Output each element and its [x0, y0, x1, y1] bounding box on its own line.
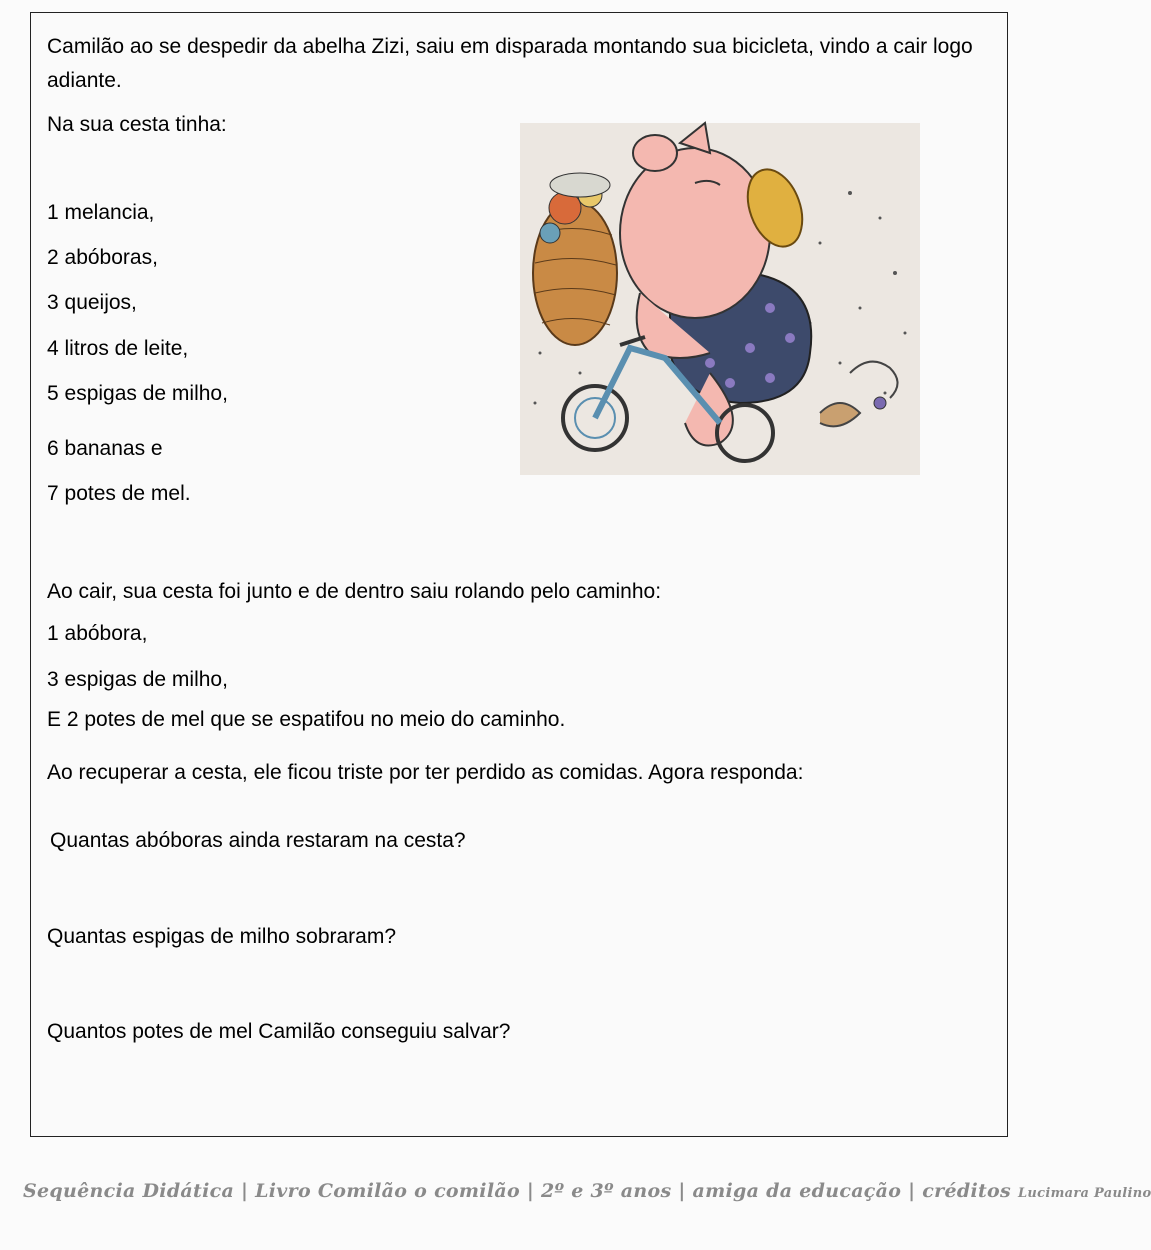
worksheet-frame: [30, 12, 1008, 1137]
intro-paragraph: Camilão ao se despedir da abelha Zizi, saiu em disparada montando sua bicicleta, vindo a cair logo adiante.: [47, 35, 973, 92]
basket-item: 3 queijos,: [47, 291, 137, 314]
basket-item: 7 potes de mel.: [47, 482, 191, 505]
instruction-text: Ao recuperar a cesta, ele ficou triste por ter perdido as comidas. Agora responda:: [47, 761, 804, 784]
footer-credit-name: Lucimara Paulino: [1017, 1186, 1151, 1201]
footer-text: Sequência Didática | Livro Comilão o comilão | 2º e 3º anos | amiga da educação | créditos: [23, 1180, 1012, 1202]
basket-item: 4 litros de leite,: [47, 337, 189, 360]
question: Quantas abóboras ainda restaram na cesta?: [50, 829, 466, 852]
basket-item: 2 abóboras,: [47, 246, 158, 269]
basket-heading: Na sua cesta tinha:: [47, 113, 227, 136]
basket-item: 1 melancia,: [47, 201, 155, 224]
pig-on-bicycle-illustration: [520, 123, 920, 475]
question: Quantas espigas de milho sobraram?: [47, 925, 397, 948]
footer-credits: [23, 1180, 1151, 1202]
basket-item: 5 espigas de milho,: [47, 382, 228, 405]
question: Quantos potes de mel Camilão conseguiu salvar?: [47, 1020, 511, 1043]
lost-item: E 2 potes de mel que se espatifou no meio do caminho.: [47, 708, 566, 731]
lost-item: 3 espigas de milho,: [47, 668, 228, 691]
basket-item: 6 bananas e: [47, 437, 163, 460]
lost-item: 1 abóbora,: [47, 622, 148, 645]
fall-heading: Ao cair, sua cesta foi junto e de dentro saiu rolando pelo caminho:: [47, 580, 662, 603]
